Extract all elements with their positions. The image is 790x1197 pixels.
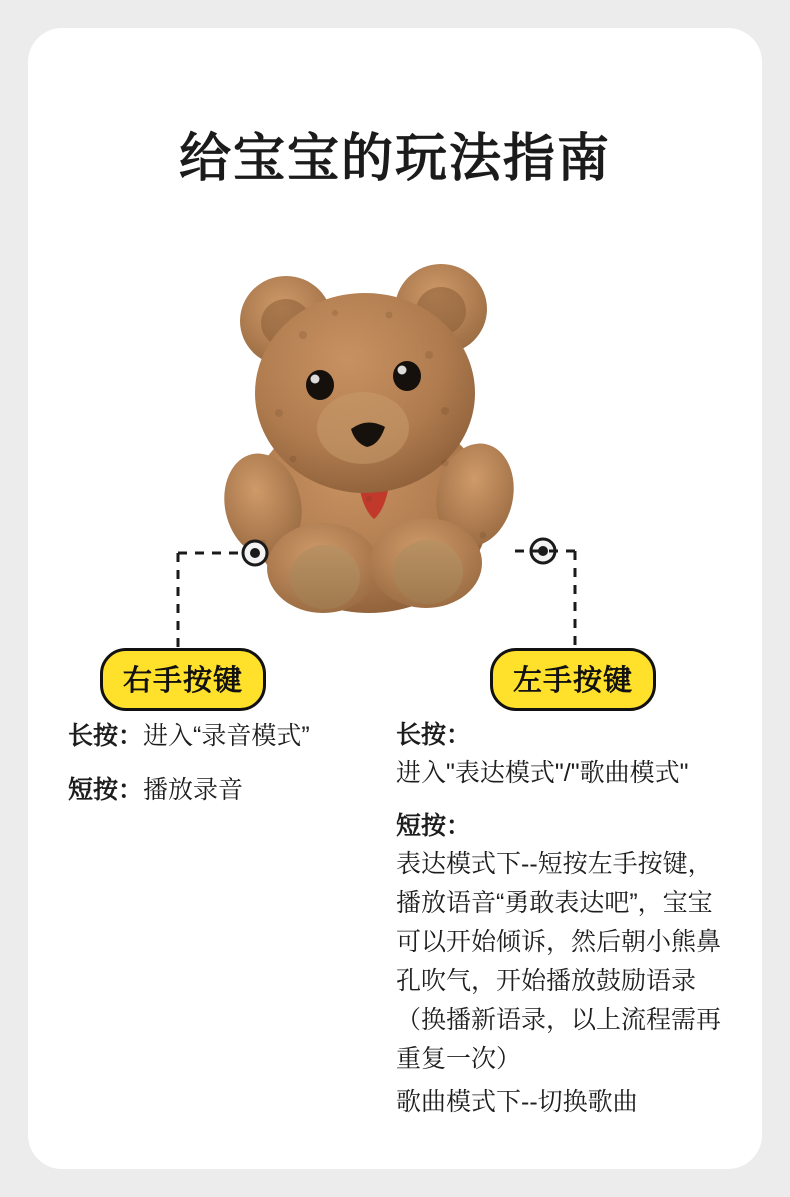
left-hand-button-marker (531, 539, 555, 563)
right-hand-button-marker (243, 541, 267, 565)
left-short-press-lead: 短按： (396, 812, 472, 840)
left-long-press-body: 进入"表达模式"/"歌曲模式" (396, 759, 689, 787)
right-hand-instructions (68, 716, 398, 824)
left-long-press-lead: 长按： (396, 721, 472, 749)
right-hand-button-pill: 右手按键 (100, 648, 266, 711)
left-short-press-body: 表达模式下--短按左手按键，播放语音“勇敢表达吧”，宝宝可以开始倾诉，然后朝小熊鼻孔吹气，开始播放鼓励语录（换播新语录，以上流程需再重复一次） (396, 850, 722, 1073)
right-instruction-row (68, 770, 398, 810)
page-title: 给宝宝的玩法指南 (178, 130, 611, 188)
right-instruction-row (68, 716, 398, 756)
left-hand-instructions (396, 716, 726, 1126)
left-song-mode-body: 歌曲模式下--切换歌曲 (396, 1088, 638, 1116)
teddy-bear-illustration (183, 243, 603, 643)
left-song-mode-block (396, 1083, 726, 1122)
right-long-press-lead: 长按： (68, 722, 144, 750)
guide-card (28, 28, 762, 1169)
right-short-press-lead: 短按： (68, 776, 144, 804)
left-hand-button-pill: 左手按键 (490, 648, 656, 711)
left-short-press-block (396, 807, 726, 1079)
left-long-press-block (396, 716, 726, 793)
right-long-press-body: 进入“录音模式” (143, 722, 310, 750)
right-short-press-body: 播放录音 (143, 776, 244, 804)
